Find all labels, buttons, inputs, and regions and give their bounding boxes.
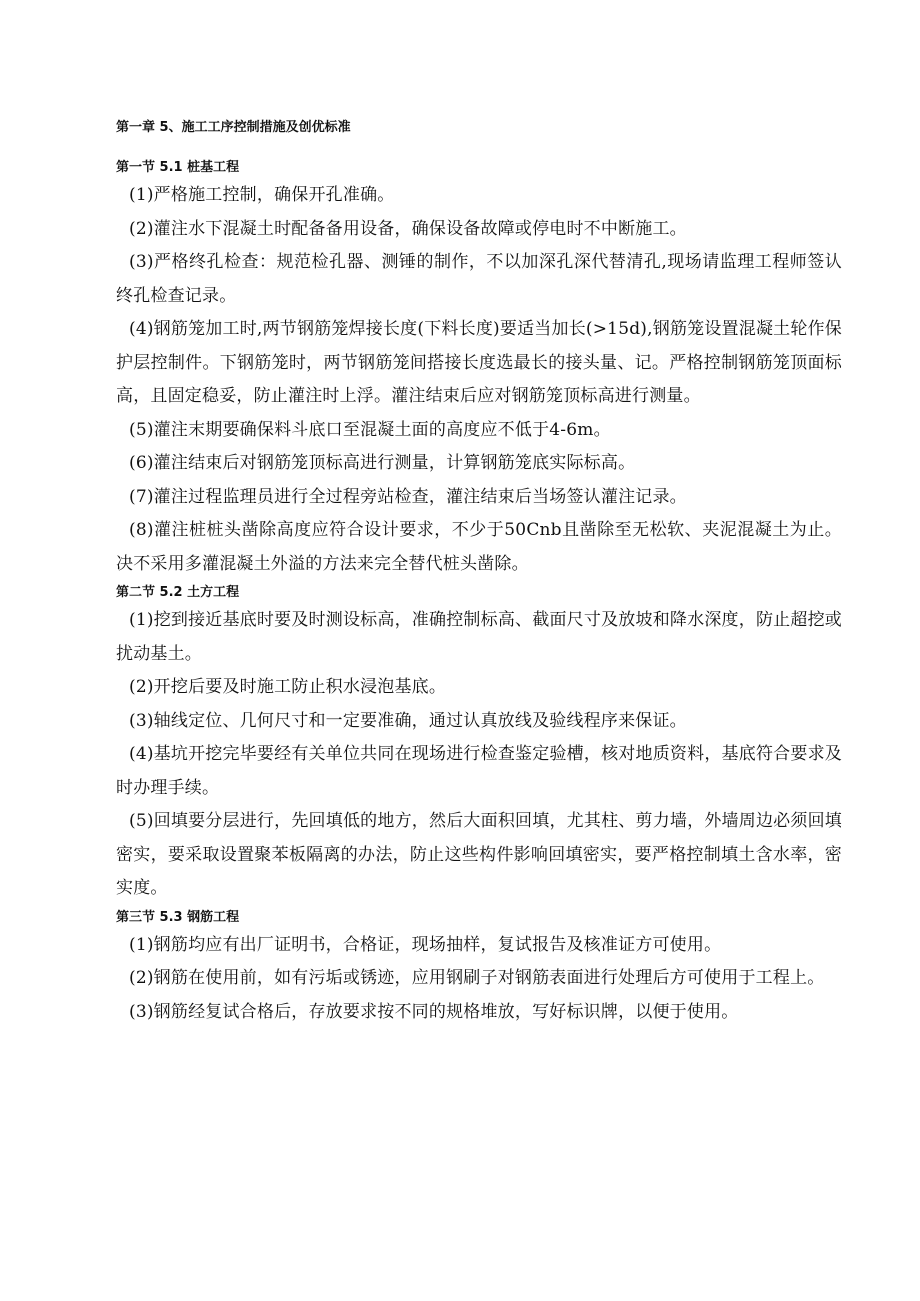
document-body [116,118,842,1029]
paragraph: (8)灌注桩桩头凿除高度应符合设计要求，不少于50Cnb且凿除至无松软、夹泥混凝土为止。决不采用多灌混凝土外溢的方法来完全替代桩头凿除。 [116,520,842,574]
paragraph: (2)钢筋在使用前，如有污垢或锈迹，应用钢刷子对钢筋表面进行处理后方可使用于工程上。 [129,968,825,988]
chapter-title: 第一章 5、施工工序控制措施及创优标准 [116,120,351,135]
paragraph: (7)灌注过程监理员进行全过程旁站检查，灌注结束后当场签认灌注记录。 [129,486,687,507]
paragraph: (4)基坑开挖完毕要经有关单位共同在现场进行检查鉴定验槽，核对地质资料，基底符合要求及时办理手续。 [116,744,842,798]
paragraph: (1)挖到接近基底时要及时测设标高，准确控制标高、截面尺寸及放坡和降水深度，防止超挖或扰动基土。 [116,610,842,664]
paragraph: (5)回填要分层进行，先回填低的地方，然后大面积回填，尤其柱、剪力墙，外墙周边必须回填密实，要采取设置聚苯板隔离的办法，防止这些构件影响回填密实，要严格控制填土含水率，密实度。 [116,811,842,898]
section-title: 第二节 5.2 土方工程 [116,585,240,600]
section-earthwork [116,583,842,906]
paragraph: (3)严格终孔检查：规范检孔器、测锤的制作，不以加深孔深代替清孔,现场请监理工程师签认终孔检查记录。 [116,252,842,306]
paragraph: (1)严格施工控制，确保开孔准确。 [129,185,395,205]
paragraph: (6)灌注结束后对钢筋笼顶标高进行测量，计算钢筋笼底实际标高。 [129,453,636,473]
section-reinforcement [116,908,842,1030]
paragraph: (4)钢筋笼加工时,两节钢筋笼焊接长度(下料长度)要适当加长(>15d),钢筋笼设置混凝土轮作保护层控制件。下钢筋笼时，两节钢筋笼间搭接长度选最长的接头量、记。严格控制钢筋笼顶面标高，且固定稳妥，防止灌注时上浮。灌注结束后应对钢筋笼顶标高进行测量。 [116,319,842,406]
paragraph: (3)轴线定位、几何尺寸和一定要准确，通过认真放线及验线程序来保证。 [129,710,687,731]
paragraph: (5)灌注末期要确保料斗底口至混凝土面的高度应不低于4-6m。 [129,419,611,440]
section-title: 第三节 5.3 钢筋工程 [116,909,240,925]
paragraph: (1)钢筋均应有出厂证明书，合格证，现场抽样，复试报告及核准证方可使用。 [129,934,722,955]
paragraph: (3)钢筋经复试合格后，存放要求按不同的规格堆放，写好标识牌，以便于使用。 [129,1001,739,1022]
section-pile-foundation [116,158,842,581]
section-title: 第一节 5.1 桩基工程 [116,160,240,175]
paragraph: (2)开挖后要及时施工防止积水浸泡基底。 [129,677,447,697]
paragraph: (2)灌注水下混凝土时配备备用设备，确保设备故障或停电时不中断施工。 [129,218,687,239]
